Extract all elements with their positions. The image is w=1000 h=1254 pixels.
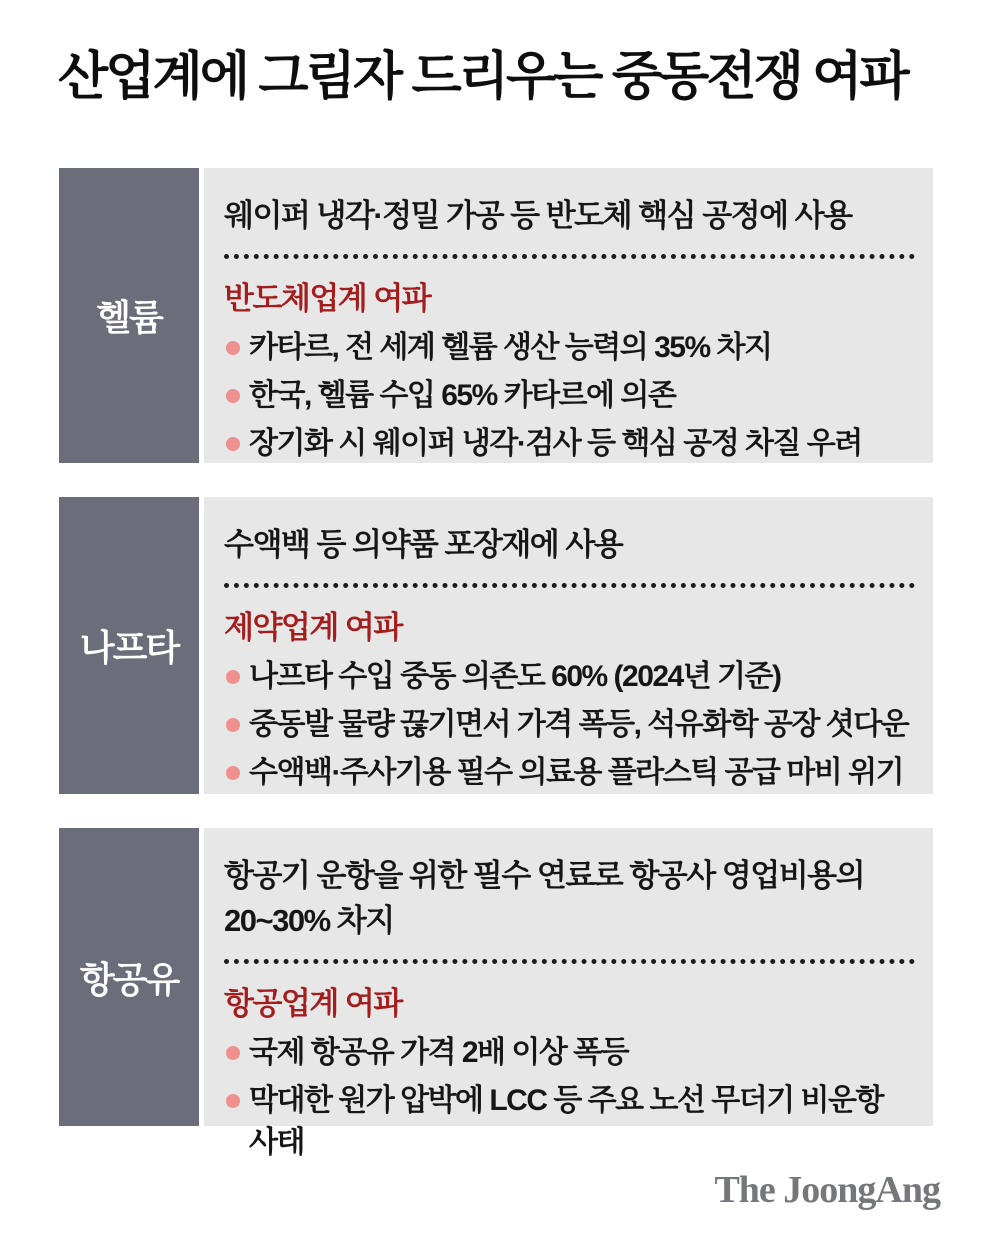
bullet-dot-icon: [226, 718, 240, 732]
bullet-text: 중동발 물량 끊기면서 가격 폭등, 석유화학 공장 셧다운: [249, 708, 909, 741]
impact-heading: 반도체업계 여파: [224, 281, 431, 316]
bullet-item: [224, 327, 915, 369]
bullet-item: [224, 423, 915, 465]
bullet-item: [224, 375, 915, 417]
bullet-item: [224, 752, 915, 794]
bullet-dot-icon: [226, 1094, 240, 1108]
bullet-text: 카타르, 전 세계 헬륨 생산 능력의 35% 차지: [249, 331, 772, 364]
section-label-helium: [59, 168, 199, 463]
usage-text: 항공기 운항을 위한 필수 연료로 항공사 영업비용의 20~30% 차지: [224, 858, 865, 938]
bullet-item: [224, 1032, 915, 1074]
dotted-divider: [224, 959, 915, 964]
bullet-list: [224, 656, 915, 794]
section-panel-helium: [204, 168, 933, 463]
impact-heading: 제약업계 여파: [224, 610, 402, 645]
section-label-text: 헬륨: [96, 297, 162, 338]
dotted-divider: [224, 254, 915, 259]
section-panel-naphtha: [204, 497, 933, 794]
joongang-logo: The JoongAng: [714, 1169, 940, 1211]
bullet-text: 나프타 수입 중동 의존도 60% (2024년 기준): [249, 660, 781, 693]
section-jet-fuel: [59, 828, 933, 1159]
bullet-dot-icon: [226, 766, 240, 780]
dotted-divider: [224, 583, 915, 588]
bullet-list: [224, 1032, 915, 1164]
usage-text: 수액백 등 의약품 포장재에 사용: [224, 527, 623, 562]
section-panel-jet-fuel: [204, 828, 933, 1159]
bullet-text: 국제 항공유 가격 2배 이상 폭등: [249, 1036, 629, 1069]
bullet-text: 수액백·주사기용 필수 의료용 플라스틱 공급 마비 위기: [249, 756, 904, 789]
section-label-jet-fuel: [59, 828, 199, 1126]
section-helium: [59, 168, 933, 463]
bullet-dot-icon: [226, 670, 240, 684]
bullet-text: 장기화 시 웨이퍼 냉각·검사 등 핵심 공정 차질 우려: [249, 427, 862, 460]
bullet-dot-icon: [226, 1046, 240, 1060]
section-label-text: 항공유: [79, 958, 179, 1000]
page-title: 산업계에 그림자 드리우는 중동전쟁 여파: [58, 48, 907, 106]
section-label-text: 나프타: [79, 627, 179, 668]
usage-text: 웨이퍼 냉각·정밀 가공 등 반도체 핵심 공정에 사용: [224, 198, 852, 233]
section-label-naphtha: [59, 497, 199, 794]
bullet-text: 막대한 원가 압박에 LCC 등 주요 노선 무더기 비운항 사태: [249, 1084, 883, 1159]
sections-container: [59, 168, 933, 1160]
bullet-text: 한국, 헬륨 수입 65% 카타르에 의존: [249, 379, 676, 412]
bullet-item: [224, 656, 915, 698]
bullet-dot-icon: [226, 389, 240, 403]
bullet-item: [224, 1080, 915, 1164]
impact-heading: 항공업계 여파: [224, 986, 402, 1021]
bullet-list: [224, 327, 915, 465]
bullet-dot-icon: [226, 437, 240, 451]
bullet-dot-icon: [226, 341, 240, 355]
section-naphtha: [59, 497, 933, 794]
bullet-item: [224, 704, 915, 746]
